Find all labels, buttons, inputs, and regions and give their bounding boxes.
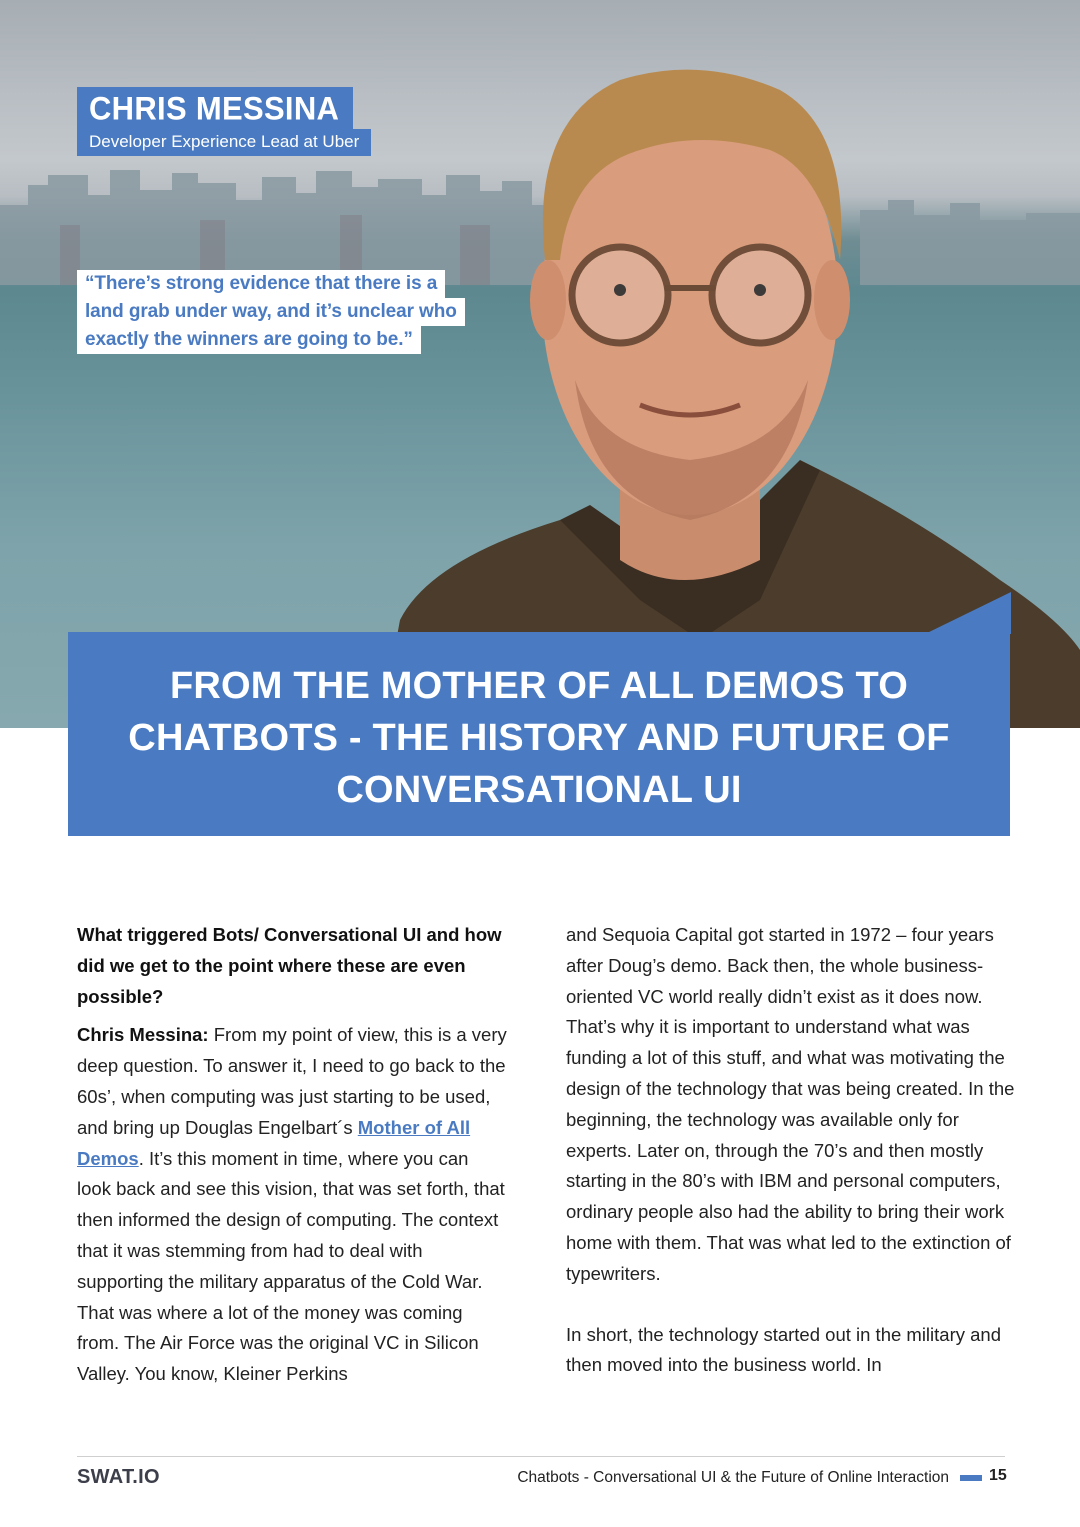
speaker-label: Chris Messina: bbox=[77, 1024, 209, 1046]
speaker-name-label bbox=[77, 87, 353, 129]
title-banner bbox=[68, 632, 1010, 836]
page-number: 15 bbox=[989, 1467, 1007, 1484]
footer-divider bbox=[77, 1456, 1005, 1457]
article-column-right bbox=[566, 920, 1016, 1381]
pull-quote-line: exactly the winners are going to be.” bbox=[77, 326, 421, 354]
speaker-name: CHRIS MESSINA bbox=[89, 90, 340, 127]
pull-quote bbox=[77, 270, 477, 354]
interview-answer: Chris Messina: From my point of view, this is a very deep question. To answer it, I need to go back to the 60s’, when computing was just starting to be used, and bring up Douglas Engelbart´s Mother of All Demos. It’s this moment in time, where you can look back and see this vision, that was set forth, that then informed the design of computing. The context that it was stemming from had to deal with supporting the military apparatus of the Cold War. That was where a lot of the money was coming from. The Air Force was the original VC in Silicon Valley. You know, Kleiner Perkins bbox=[77, 1024, 507, 1385]
mother-of-all-demos-link[interactable]: Mother of All Demos bbox=[77, 1116, 471, 1169]
footer-accent-bar bbox=[960, 1475, 982, 1481]
footer-document-title: Chatbots - Conversational UI & the Future of Online Interaction bbox=[517, 1469, 949, 1486]
article-column-left bbox=[77, 920, 507, 1390]
speaker-role-label bbox=[77, 129, 371, 156]
hero-photo bbox=[0, 0, 1080, 728]
interview-question: What triggered Bots/ Conversational UI and how did we get to the point where these are even possible? bbox=[77, 924, 502, 1007]
body-paragraph: and Sequoia Capital got started in 1972 – four years after Doug’s demo. Back then, the whole business-oriented VC world really didn’t exist as it does now. That’s why it is important to understand what was funding a lot of this stuff, and what was motivating the design of the technology that was being created. In the beginning, the technology was available only for experts. Later on, through the 70’s and then mostly starting in the 80’s with IBM and personal computers, ordinary people also had the ability to bring their work home with them. That was what led to the extinction of typewriters. bbox=[566, 924, 1015, 1284]
banner-corner-tab bbox=[925, 592, 1011, 634]
brand-logo: SWAT.IO bbox=[77, 1466, 160, 1488]
speaker-role: Developer Experience Lead at Uber bbox=[89, 132, 360, 151]
pull-quote-line: land grab under way, and it’s unclear who bbox=[77, 298, 465, 326]
pull-quote-line: “There’s strong evidence that there is a bbox=[77, 270, 445, 298]
body-paragraph: In short, the technology started out in the military and then moved into the business world. In bbox=[566, 1323, 1001, 1376]
article-title: FROM THE MOTHER OF ALL DEMOS TO CHATBOTS - THE HISTORY AND FUTURE OF CONVERSATIONAL UI bbox=[128, 665, 950, 811]
